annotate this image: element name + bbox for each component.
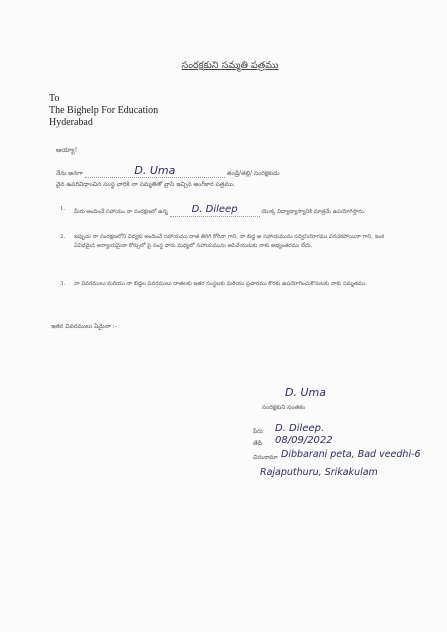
name-label: పేరు <box>253 428 263 435</box>
address-org: The Bighelp For Education <box>49 105 159 116</box>
item-1-before: మీరు అందించే సహాయం నా సంరక్షణలో ఉన్న <box>74 209 168 215</box>
name-row <box>253 423 325 436</box>
other-details-label: ఇతర వివరములు ఏమైనా :- <box>51 323 117 330</box>
address-row <box>253 449 421 462</box>
declaration-relation: తండ్రి/తల్లి/ సంరక్షకుడు <box>226 170 280 177</box>
item-number: 3. <box>60 281 66 287</box>
guardian-signature: D. Uma <box>285 386 326 399</box>
signer-address-line2: Rajaputhuru, Srikakulam <box>260 467 378 478</box>
guardian-name: D. Uma <box>134 164 176 177</box>
address-label: చిరునామా <box>253 454 278 461</box>
signing-date: 08/09/2022 <box>275 435 333 446</box>
item-number: 2. <box>60 234 66 240</box>
date-row <box>253 435 333 448</box>
guardian-declaration <box>56 164 386 189</box>
signer-name: D. Dileep. <box>275 423 325 434</box>
address-city: Hyderabad <box>49 117 93 128</box>
address-to: To <box>49 93 60 104</box>
student-name: D. Dileep <box>191 204 238 215</box>
signer-address-line1: Dibbarani peta, Bad veedhi-6 <box>281 449 421 460</box>
date-label: తేదీ <box>253 440 262 447</box>
signature-caption: సంరక్షకుని సంతకం <box>262 404 306 411</box>
item-1-after: యొక్క విద్యాభ్యాస్యానికి మాత్రమే ఉపయోగిస్తాను. <box>261 209 366 215</box>
item-number: 1. <box>60 206 66 212</box>
item-3-text: నా వివరములు మరియు నా బిడ్డల వివరములు దాతలకు ఇతర సంస్థలకు మరియు ప్రచారము కొరకు ఉపయోగించుకొనుటకు నాకు సమ్మతము. <box>74 281 368 287</box>
salutation: అయ్యా! <box>56 146 78 154</box>
declaration-rest: వైన ఉపరివిధాంచిన సంస్థ వారికి నా సమ్మతితో వ్రాసి ఇచ్చిన అంగీకార పత్రము. <box>56 181 235 188</box>
declaration-prefix: నేను అనగా <box>56 170 83 177</box>
page-title: సంరక్షకుని సమ్మతి పత్రము <box>181 60 279 71</box>
item-2-text: ఇప్పుడు నా సంరక్షణలోని విద్యకు అందించే సహాయము దాత తిరిగి కోరినా గాని, నా బిడ్డ ఆ సహాయమును సద్వినియోగము పరచకపోయినా గాని, ఇంక ఏవిధమైన అన్యాయమైనా కోర్సులో పై సంస్థ వారు మధ్యలో సహాయమును ఆపివేయుటకు నాకు అభ్యంతరము లేదు. <box>74 234 385 249</box>
